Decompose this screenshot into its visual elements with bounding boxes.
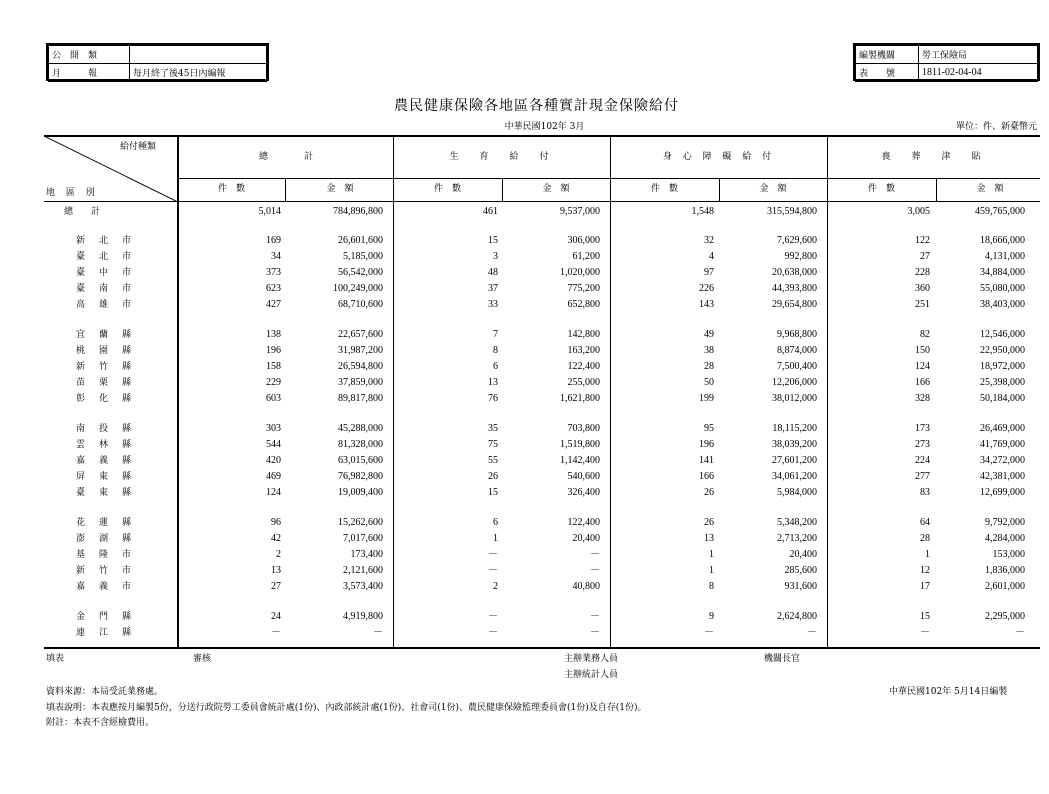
cell-count: 122 <box>915 235 930 246</box>
cell-count: 28 <box>704 361 714 372</box>
cell-count: － <box>488 611 498 622</box>
row-area-label: 屏東縣 <box>76 472 146 482</box>
cell-count: 37 <box>488 283 498 294</box>
agency-head-label: 機關長官 <box>764 654 801 664</box>
cell-count: － <box>271 627 281 638</box>
cell-count: 196 <box>266 345 281 356</box>
cell-count: 55 <box>488 455 498 466</box>
cell-amount: 3,573,400 <box>343 581 383 592</box>
cell-amount: 40,800 <box>572 581 600 592</box>
cell-amount: 2,295,000 <box>985 611 1025 622</box>
cell-count: 199 <box>699 393 714 404</box>
cell-count: － <box>488 565 498 576</box>
cell-amount: 173,400 <box>350 549 383 560</box>
row-area-label: 連江縣 <box>76 628 146 638</box>
subheader-amount: 金 額 <box>326 184 354 194</box>
cell-count: 158 <box>266 361 281 372</box>
row-area-label: 基隆市 <box>76 550 146 560</box>
subheader-amount: 金 額 <box>542 184 570 194</box>
agency-value: 勞工保險局 <box>919 46 1038 64</box>
cell-amount: 992,800 <box>784 251 817 262</box>
cell-amount: 1,519,800 <box>560 439 600 450</box>
cell-count: 124 <box>266 487 281 498</box>
cell-amount: 41,769,000 <box>980 439 1025 450</box>
group-header-funeral: 喪 葬 津 貼 <box>881 152 987 162</box>
cell-amount: 540,600 <box>567 471 600 482</box>
cell-amount: 63,015,600 <box>338 455 383 466</box>
cell-amount: 4,919,800 <box>343 611 383 622</box>
cell-amount: 26,601,600 <box>338 235 383 246</box>
corner-top-label: 給付種類 <box>120 142 157 152</box>
cell-count: 76 <box>488 393 498 404</box>
row-area-label: 彰化縣 <box>76 394 146 404</box>
cell-count: 226 <box>699 283 714 294</box>
cell-count: 143 <box>699 299 714 310</box>
cell-amount: 68,710,600 <box>338 299 383 310</box>
row-area-label: 臺東縣 <box>76 488 146 498</box>
appendix-note: 附註：本表不含經檢費用。 <box>46 718 155 728</box>
cell-amount: － <box>590 565 600 576</box>
cell-amount: 18,115,200 <box>772 423 817 434</box>
cell-amount: 7,629,600 <box>777 235 817 246</box>
cell-amount: 19,009,400 <box>338 487 383 498</box>
cell-amount: 153,000 <box>992 549 1025 560</box>
cell-count: 8 <box>493 345 498 356</box>
cell-amount: 315,594,800 <box>767 206 817 217</box>
cell-amount: 38,012,000 <box>772 393 817 404</box>
cell-count: 64 <box>920 517 930 528</box>
cell-count: 1 <box>493 533 498 544</box>
cell-count: 229 <box>266 377 281 388</box>
row-area-label: 桃園縣 <box>76 346 146 356</box>
cell-amount: 4,284,000 <box>985 533 1025 544</box>
cell-count: 427 <box>266 299 281 310</box>
cell-count: 9 <box>709 611 714 622</box>
cell-amount: 5,348,200 <box>777 517 817 528</box>
group-header-maternity: 生 育 給 付 <box>449 152 555 162</box>
cell-amount: 27,601,200 <box>772 455 817 466</box>
cell-count: 95 <box>704 423 714 434</box>
cell-amount: 12,699,000 <box>980 487 1025 498</box>
header-right-box <box>853 43 1040 81</box>
cell-count: 124 <box>915 361 930 372</box>
cell-count: 224 <box>915 455 930 466</box>
cell-amount: 7,017,600 <box>343 533 383 544</box>
cell-count: 169 <box>266 235 281 246</box>
cell-amount: 26,469,000 <box>980 423 1025 434</box>
data-source-note: 資料來源：本局受託業務處。 <box>46 687 164 697</box>
corner-bottom-label: 地 區 別 <box>46 188 99 198</box>
cell-count: 26 <box>704 517 714 528</box>
form-number-label: 表 號 <box>856 64 919 82</box>
cell-count: 17 <box>920 581 930 592</box>
cell-count: 49 <box>704 329 714 340</box>
row-area-label: 南投縣 <box>76 424 146 434</box>
fill-form-label: 填表 <box>46 654 65 664</box>
cell-count: 277 <box>915 471 930 482</box>
cell-amount: 15,262,600 <box>338 517 383 528</box>
stats-officer-label: 主辦統計人員 <box>564 670 619 680</box>
cell-count: 1 <box>709 549 714 560</box>
cell-amount: 8,874,000 <box>777 345 817 356</box>
header-left-box <box>46 43 269 81</box>
cell-amount: 37,859,000 <box>338 377 383 388</box>
row-area-label: 總 計 <box>64 207 101 217</box>
cell-count: 15 <box>920 611 930 622</box>
cell-amount: 50,184,000 <box>980 393 1025 404</box>
cell-amount: 81,328,000 <box>338 439 383 450</box>
cell-count: 13 <box>704 533 714 544</box>
monthly-label: 月 報 <box>49 64 130 82</box>
cell-amount: 89,817,800 <box>338 393 383 404</box>
cell-count: 251 <box>915 299 930 310</box>
cell-count: 42 <box>271 533 281 544</box>
row-area-label: 宜蘭縣 <box>76 330 146 340</box>
cell-amount: 9,968,800 <box>777 329 817 340</box>
cell-count: 13 <box>271 565 281 576</box>
cell-count: 1 <box>925 549 930 560</box>
cell-amount: 34,061,200 <box>772 471 817 482</box>
cell-amount: 22,950,000 <box>980 345 1025 356</box>
cell-count: 544 <box>266 439 281 450</box>
cell-count: 2 <box>493 581 498 592</box>
cell-amount: 12,546,000 <box>980 329 1025 340</box>
cell-amount: 459,765,000 <box>975 206 1025 217</box>
cell-amount: 9,537,000 <box>560 206 600 217</box>
row-area-label: 花蓮縣 <box>76 518 146 528</box>
cell-count: 8 <box>709 581 714 592</box>
cell-count: 32 <box>704 235 714 246</box>
cell-amount: － <box>590 627 600 638</box>
page-title: 農民健康保險各地區各種實計現金保險給付 <box>394 98 679 114</box>
cell-amount: － <box>590 611 600 622</box>
row-area-label: 臺北市 <box>76 252 146 262</box>
cell-amount: 55,080,000 <box>980 283 1025 294</box>
row-area-label: 嘉義市 <box>76 582 146 592</box>
subheader-count: 件 數 <box>867 184 895 194</box>
cell-amount: 2,121,600 <box>343 565 383 576</box>
unit-label: 單位：件、新臺幣元 <box>955 122 1037 132</box>
row-area-label: 澎湖縣 <box>76 534 146 544</box>
cell-count: 141 <box>699 455 714 466</box>
cell-amount: 22,657,600 <box>338 329 383 340</box>
cell-amount: 122,400 <box>567 517 600 528</box>
public-class-value <box>130 46 267 64</box>
cell-count: 228 <box>915 267 930 278</box>
cell-count: 28 <box>920 533 930 544</box>
cell-count: 166 <box>699 471 714 482</box>
subheader-count: 件 數 <box>650 184 678 194</box>
cell-amount: 31,987,200 <box>338 345 383 356</box>
cell-amount: 142,800 <box>567 329 600 340</box>
cell-amount: 1,142,400 <box>560 455 600 466</box>
cell-count: 27 <box>920 251 930 262</box>
cell-count: 4 <box>709 251 714 262</box>
cell-count: 75 <box>488 439 498 450</box>
cell-amount: 29,654,800 <box>772 299 817 310</box>
cell-amount: 12,206,000 <box>772 377 817 388</box>
row-area-label: 新北市 <box>76 236 146 246</box>
group-header-disability: 身 心 障 礙 給 付 <box>662 152 776 162</box>
subheader-amount: 金 額 <box>759 184 787 194</box>
subheader-amount: 金 額 <box>976 184 1004 194</box>
public-class-label: 公 開 類 <box>49 46 130 64</box>
cell-amount: 18,666,000 <box>980 235 1025 246</box>
form-number-value: 1811-02-04-04 <box>919 64 1038 82</box>
cell-amount: 76,982,800 <box>338 471 383 482</box>
cell-amount: － <box>590 549 600 560</box>
cell-amount: 652,800 <box>567 299 600 310</box>
cell-count: 360 <box>915 283 930 294</box>
cell-amount: 61,200 <box>572 251 600 262</box>
cell-count: 26 <box>488 471 498 482</box>
cell-count: 328 <box>915 393 930 404</box>
row-area-label: 金門縣 <box>76 612 146 622</box>
cell-count: － <box>488 549 498 560</box>
cell-amount: 9,792,000 <box>985 517 1025 528</box>
cell-count: 38 <box>704 345 714 356</box>
cell-count: 13 <box>488 377 498 388</box>
cell-amount: 45,288,000 <box>338 423 383 434</box>
row-area-label: 新竹市 <box>76 566 146 576</box>
cell-count: 623 <box>266 283 281 294</box>
cell-amount: 34,272,000 <box>980 455 1025 466</box>
cell-count: 603 <box>266 393 281 404</box>
cell-count: 15 <box>488 487 498 498</box>
cell-amount: 1,621,800 <box>560 393 600 404</box>
cell-count: 33 <box>488 299 498 310</box>
cell-count: 2 <box>276 549 281 560</box>
cell-amount: 56,542,000 <box>338 267 383 278</box>
cell-count: 82 <box>920 329 930 340</box>
cell-count: － <box>704 627 714 638</box>
row-area-label: 雲林縣 <box>76 440 146 450</box>
cell-amount: 2,624,800 <box>777 611 817 622</box>
cell-amount: 44,393,800 <box>772 283 817 294</box>
cell-count: 173 <box>915 423 930 434</box>
cell-count: 15 <box>488 235 498 246</box>
cell-count: 461 <box>483 206 498 217</box>
cell-count: 6 <box>493 361 498 372</box>
cell-amount: 25,398,000 <box>980 377 1025 388</box>
row-area-label: 臺中市 <box>76 268 146 278</box>
cell-amount: 784,896,800 <box>333 206 383 217</box>
cell-amount: 1,020,000 <box>560 267 600 278</box>
cell-amount: 703,800 <box>567 423 600 434</box>
cell-amount: 306,000 <box>567 235 600 246</box>
cell-count: 96 <box>271 517 281 528</box>
cell-amount: － <box>373 627 383 638</box>
agency-label: 編製機關 <box>856 46 919 64</box>
cell-amount: 20,400 <box>572 533 600 544</box>
row-area-label: 高雄市 <box>76 300 146 310</box>
cell-count: 34 <box>271 251 281 262</box>
cell-count: 469 <box>266 471 281 482</box>
cell-count: 6 <box>493 517 498 528</box>
cell-count: 3 <box>493 251 498 262</box>
cell-amount: 326,400 <box>567 487 600 498</box>
row-area-label: 苗栗縣 <box>76 378 146 388</box>
cell-count: 196 <box>699 439 714 450</box>
cell-amount: － <box>1015 627 1025 638</box>
cell-count: 7 <box>493 329 498 340</box>
cell-count: 24 <box>271 611 281 622</box>
cell-count: 26 <box>704 487 714 498</box>
cell-amount: 100,249,000 <box>333 283 383 294</box>
cell-count: 12 <box>920 565 930 576</box>
cell-count: 1 <box>709 565 714 576</box>
subheader-count: 件 數 <box>433 184 461 194</box>
cell-count: 373 <box>266 267 281 278</box>
cell-count: 273 <box>915 439 930 450</box>
cell-count: 1,548 <box>691 206 714 217</box>
cell-amount: 34,884,000 <box>980 267 1025 278</box>
cell-amount: 931,600 <box>784 581 817 592</box>
cell-amount: 7,500,400 <box>777 361 817 372</box>
cell-amount: 5,984,000 <box>777 487 817 498</box>
cell-count: 150 <box>915 345 930 356</box>
monthly-value: 每月終了後45日內編報 <box>130 64 267 82</box>
cell-amount: 18,972,000 <box>980 361 1025 372</box>
cell-amount: 1,836,000 <box>985 565 1025 576</box>
subheader-count: 件 數 <box>217 184 245 194</box>
cell-amount: 4,131,000 <box>985 251 1025 262</box>
cell-count: 166 <box>915 377 930 388</box>
cell-count: 138 <box>266 329 281 340</box>
business-officer-label: 主辦業務人員 <box>564 654 619 664</box>
cell-amount: 20,638,000 <box>772 267 817 278</box>
group-header-total: 總 計 <box>258 152 313 162</box>
cell-amount: 775,200 <box>567 283 600 294</box>
cell-amount: 122,400 <box>567 361 600 372</box>
compiled-date: 中華民國102年 5月14日編製 <box>889 687 1008 697</box>
cell-count: 303 <box>266 423 281 434</box>
cell-count: 35 <box>488 423 498 434</box>
cell-count: 420 <box>266 455 281 466</box>
cell-amount: 163,200 <box>567 345 600 356</box>
report-period: 中華民國102年 3月 <box>504 122 585 132</box>
cell-count: 3,005 <box>907 206 930 217</box>
cell-amount: 26,594,800 <box>338 361 383 372</box>
cell-amount: － <box>807 627 817 638</box>
row-area-label: 新竹縣 <box>76 362 146 372</box>
cell-count: － <box>488 627 498 638</box>
cell-amount: 42,381,000 <box>980 471 1025 482</box>
fill-instructions-note: 填表說明：本表應按月編製5份，分送行政院勞工委員會統計處(1份)、內政部統計處(1份)、社會司(1份)、農民健康保險監理委員會(1份)及自存(1份)。 <box>46 703 647 713</box>
cell-amount: 5,185,000 <box>343 251 383 262</box>
cell-count: 27 <box>271 581 281 592</box>
cell-count: 83 <box>920 487 930 498</box>
row-area-label: 嘉義縣 <box>76 456 146 466</box>
cell-count: 48 <box>488 267 498 278</box>
cell-amount: 38,039,200 <box>772 439 817 450</box>
row-area-label: 臺南市 <box>76 284 146 294</box>
cell-count: 5,014 <box>258 206 281 217</box>
cell-count: 97 <box>704 267 714 278</box>
cell-amount: 2,601,000 <box>985 581 1025 592</box>
cell-amount: 38,403,000 <box>980 299 1025 310</box>
cell-amount: 2,713,200 <box>777 533 817 544</box>
cell-amount: 20,400 <box>789 549 817 560</box>
review-label: 審核 <box>193 654 212 664</box>
cell-count: 50 <box>704 377 714 388</box>
cell-amount: 285,600 <box>784 565 817 576</box>
cell-amount: 255,000 <box>567 377 600 388</box>
cell-count: － <box>920 627 930 638</box>
